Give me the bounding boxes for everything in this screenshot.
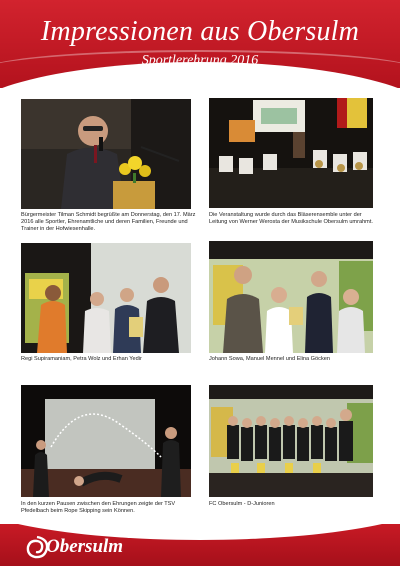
- caption-speaker: Bürgermeister Tilman Schmidt begrüßte am Donnerstag, den 17. März 2016 alle Sportler, Ehrenamtliche und deren Familien, Freunde und Trainer in der Hofwiesenhalle.: [21, 212, 196, 232]
- caption-ensemble: Die Veranstaltung wurde durch das Bläserensemble unter der Leitung von Werner Werosta der Musikschule Obersulm umrahmt.: [209, 212, 373, 225]
- photo-speaker-icon: [21, 99, 191, 209]
- caption-honorees-2: Johann Sowa, Manuel Mennel und Elina Göcken: [209, 356, 330, 362]
- page-title: Impressionen aus Obersulm: [40, 16, 360, 47]
- caption-football-team: FC Obersulm - D-Junioren: [209, 501, 275, 507]
- photo-rope-skipping: [21, 385, 191, 497]
- caption-honorees-1: Regi Supiramaniam, Petra Wolz und Erhan Yedir: [21, 356, 142, 362]
- photo-honorees-1: [21, 243, 191, 353]
- logo-text: Obersulm: [46, 536, 124, 557]
- caption-rope-skipping: In den kurzen Pausen zwischen den Ehrungen zeigte der TSV Pfedelbach beim Rope Skipping sein Können.: [21, 501, 176, 514]
- photo-ensemble: [209, 98, 373, 208]
- photo-rope-skipping-icon: [21, 385, 191, 497]
- photo-speaker: [21, 99, 191, 209]
- photo-ensemble-icon: [209, 98, 373, 208]
- photo-football-team: [209, 385, 373, 497]
- photo-honorees-1-icon: [21, 243, 191, 353]
- photo-honorees-2: [209, 241, 373, 353]
- page-subtitle: Sportlerehrung 2016: [141, 53, 259, 68]
- photo-football-team-icon: [209, 385, 373, 497]
- photo-honorees-2-icon: [209, 241, 373, 353]
